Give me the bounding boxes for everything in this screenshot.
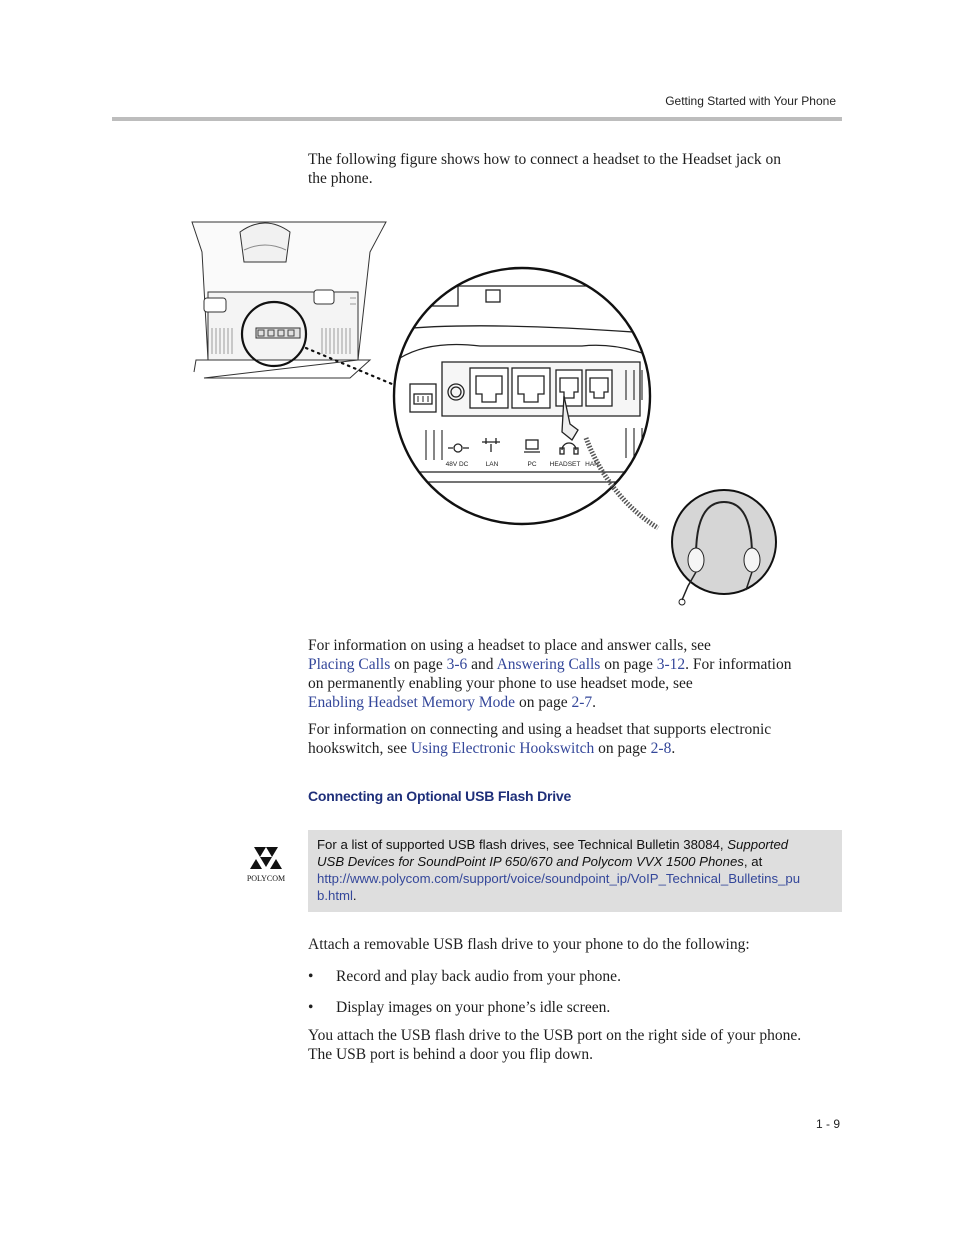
info2-line-2 [308, 739, 848, 758]
zoomed-port-panel [390, 268, 660, 524]
info1-text: on page [600, 656, 657, 673]
intro-line-1: The following figure shows how to connect a headset to the Headset jack on [308, 151, 782, 168]
page-3-6-link[interactable]: 3-6 [446, 656, 468, 673]
info1-text: and [467, 656, 497, 673]
note-text [317, 836, 837, 904]
port-label-power: 48V DC [445, 461, 469, 468]
bullet-mark: • [308, 999, 314, 1016]
note-title-2: USB Devices for SoundPoint IP 650/670 and Polycom VVX 1500 Phones [317, 854, 744, 869]
info2-text: . [671, 740, 676, 757]
usb-outro-line-1: You attach the USB flash drive to the USB port on the right side of your phone. [308, 1027, 802, 1044]
placing-calls-link[interactable]: Placing Calls [308, 656, 391, 673]
page-2-8-link[interactable]: 2-8 [650, 740, 672, 757]
section-heading: Connecting an Optional USB Flash Drive [308, 788, 572, 804]
info2-text: hookswitch, see [308, 740, 411, 757]
info1-text: on page [390, 656, 447, 673]
info1-text: on page [515, 694, 572, 711]
bullet-mark: • [308, 968, 314, 985]
page-number: 1 - 9 [815, 1117, 840, 1131]
list-item [308, 967, 621, 986]
info1-text: . For information [685, 656, 792, 673]
port-label-headset: HEADSET [549, 461, 581, 468]
usb-intro: Attach a removable USB flash drive to your phone to do the following: [308, 936, 750, 953]
info1-line-1: For information on using a headset to place and answer calls, see [308, 637, 711, 654]
list-item [308, 998, 610, 1017]
port-label-pc: PC [527, 461, 537, 468]
phone-base-illustration [192, 222, 386, 378]
page-2-7-link[interactable]: 2-7 [571, 694, 593, 711]
answering-calls-link[interactable]: Answering Calls [496, 656, 601, 673]
note-text-2: , at [743, 854, 763, 869]
usb-outro-paragraph [308, 1026, 848, 1064]
note-end: . [352, 888, 357, 903]
note-title-1: Supported [727, 837, 789, 852]
port-label-lan: LAN [485, 461, 499, 468]
url-part-2: b.html [317, 888, 353, 903]
intro-line-2: the phone. [308, 170, 373, 187]
info1-line-4 [308, 693, 848, 712]
note-text-1: For a list of supported USB flash drives, see Technical Bulletin 38084, [317, 837, 728, 852]
header-rule [112, 117, 842, 121]
info2-line-1: For information on connecting and using a headset that supports electronic [308, 721, 772, 738]
port-label-handset: HAN [585, 461, 599, 468]
hookswitch-info-paragraph [308, 720, 848, 758]
bullet-text: Display images on your phone’s idle screen. [336, 999, 611, 1016]
intro-paragraph [308, 150, 848, 188]
bullet-text: Record and play back audio from your phone. [336, 968, 621, 985]
technical-bulletins-url-link[interactable] [317, 871, 800, 903]
logo-wordmark: POLYCOM [246, 874, 286, 883]
info2-text: on page [594, 740, 651, 757]
headset-illustration [672, 490, 776, 605]
info1-line-2 [308, 655, 848, 674]
usb-outro-line-2: The USB port is behind a door you flip down. [308, 1046, 594, 1063]
info1-text: . [592, 694, 596, 711]
note-box [308, 830, 842, 912]
polycom-logo [236, 845, 296, 887]
enabling-headset-memory-mode-link[interactable]: Enabling Headset Memory Mode [308, 694, 516, 711]
page-3-12-link[interactable]: 3-12 [656, 656, 686, 673]
using-electronic-hookswitch-link[interactable]: Using Electronic Hookswitch [410, 740, 595, 757]
url-part-1: http://www.polycom.com/support/voice/soundpoint_ip/VoIP_Technical_Bulletins_pu [317, 871, 801, 886]
info1-line-3: on permanently enabling your phone to use headset mode, see [308, 675, 693, 692]
headset-connection-figure [190, 220, 790, 610]
headset-info-paragraph [308, 636, 848, 712]
running-header: Getting Started with Your Phone [665, 94, 836, 108]
